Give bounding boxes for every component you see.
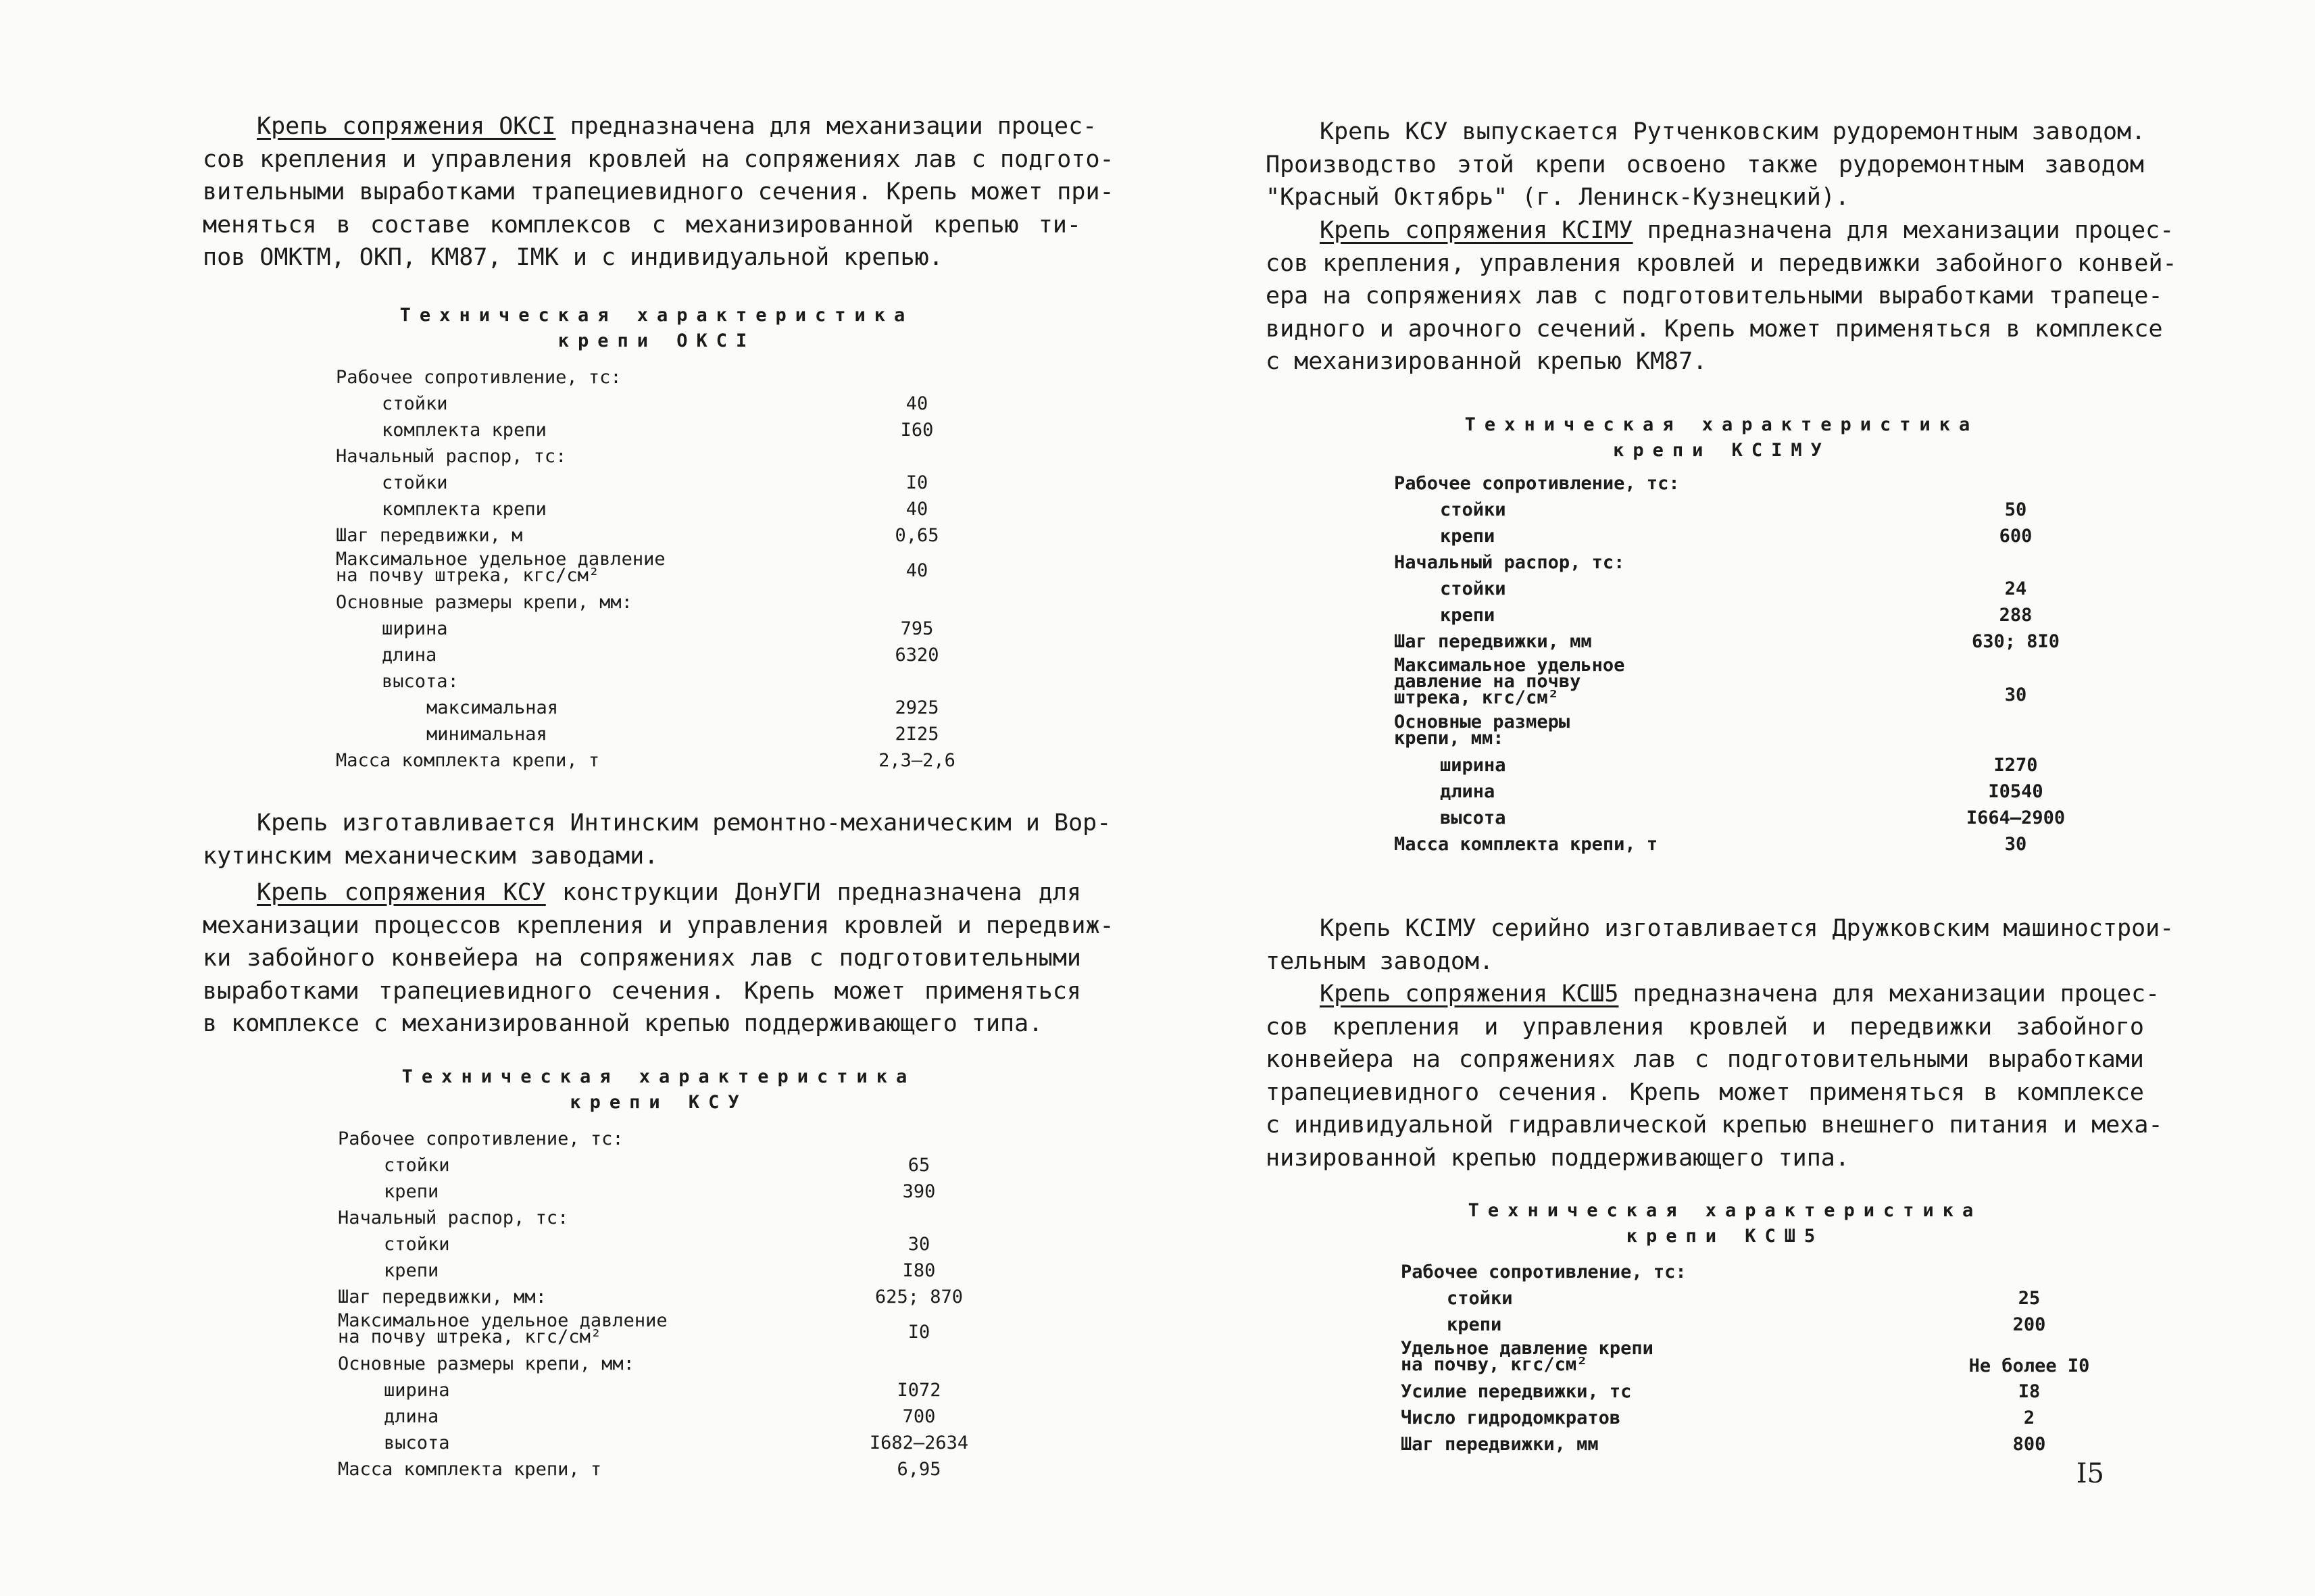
text-line: видного и арочного сечений. Крепь может применяться в комплексе bbox=[1266, 315, 2163, 343]
spec-row bbox=[1401, 1312, 2076, 1338]
spec-row bbox=[1394, 805, 2070, 831]
spec-row bbox=[1401, 1285, 2076, 1312]
spec-value: 50 bbox=[2004, 499, 2027, 520]
spec-value: I664–2900 bbox=[1966, 807, 2066, 828]
spec-label: Максимальное удельное давление на почву штрека, кгс/см² bbox=[336, 549, 666, 586]
paragraph-ks1mu-manufacturer bbox=[1266, 912, 2174, 978]
spec-row bbox=[1394, 831, 2070, 857]
spec-value: Не более I0 bbox=[1968, 1355, 2090, 1376]
text-line: с механизированной крепью КМ87. bbox=[1266, 348, 1708, 375]
spec-label: крепи bbox=[384, 1260, 439, 1281]
spec-label: высота: bbox=[382, 671, 459, 692]
spec-rows bbox=[1401, 1259, 2090, 1457]
text-line: сов крепления, управления кровлей и передвижки забойного конвей- bbox=[1266, 249, 2177, 277]
spec-row bbox=[336, 443, 1012, 470]
section-link-kssh5: Крепь сопряжения КСШ5 bbox=[1320, 980, 1619, 1007]
spec-label: стойки bbox=[382, 393, 448, 414]
paragraph-ks1mu-intro bbox=[1266, 214, 2177, 378]
spec-subtitle: крепи ОКСI bbox=[557, 330, 756, 351]
spec-row bbox=[336, 616, 1012, 642]
spec-label: длина bbox=[382, 645, 437, 666]
spec-subtitle: крепи КСШ5 bbox=[1626, 1226, 1824, 1247]
spec-subtitle: крепи КСIМУ bbox=[1613, 440, 1831, 461]
spec-row bbox=[338, 1430, 1014, 1456]
spec-row bbox=[338, 1257, 1014, 1284]
paragraph-ksu-manufacturer bbox=[1266, 116, 2144, 214]
spec-label: Основные размеры крепи, мм: bbox=[336, 592, 632, 613]
spec-label: Максимальное удельное давление на почву штрека, кгс/см² bbox=[338, 1310, 668, 1347]
spec-row bbox=[1394, 497, 2070, 523]
text-line: Крепь КСIМУ серийно изготавливается Дружковским машинострои- bbox=[1320, 915, 2174, 942]
spec-title: Техническая характеристика bbox=[399, 305, 914, 326]
spec-value: 40 bbox=[905, 560, 928, 581]
spec-row bbox=[336, 496, 1012, 522]
spec-subtitle: крепи КСУ bbox=[570, 1092, 748, 1113]
spec-row bbox=[1394, 778, 2070, 805]
spec-row bbox=[338, 1351, 1014, 1377]
spec-label: Удельное давление крепи на почву, кгс/см² bbox=[1401, 1338, 1653, 1375]
spec-row bbox=[338, 1403, 1014, 1430]
spec-value: 40 bbox=[905, 499, 928, 520]
spec-value: 600 bbox=[1999, 526, 2033, 547]
spec-value: I80 bbox=[902, 1260, 936, 1281]
spec-value: 795 bbox=[900, 618, 934, 639]
spec-label: Основные размеры крепи, мм: bbox=[1394, 712, 1570, 749]
spec-row bbox=[336, 549, 1012, 589]
spec-row bbox=[336, 417, 1012, 443]
text-line: вительными выработками трапециевидного сечения. Крепь может при- bbox=[203, 178, 1114, 205]
text-line: низированной крепью поддерживающего типа. bbox=[1266, 1144, 1849, 1172]
spec-label: ширина bbox=[1440, 755, 1506, 776]
spec-rows bbox=[336, 364, 1012, 774]
text-line: конвейера на сопряжениях лав с подготовительными выработками bbox=[1266, 1046, 2144, 1073]
spec-row bbox=[336, 747, 1012, 774]
spec-value: I8 bbox=[2018, 1381, 2041, 1402]
spec-value: 24 bbox=[2004, 578, 2027, 599]
spec-row bbox=[336, 522, 1012, 549]
spec-value: I60 bbox=[900, 420, 934, 441]
spec-value: I270 bbox=[1993, 755, 2038, 776]
spec-label: Рабочее сопротивление, тс: bbox=[338, 1128, 624, 1149]
spec-row bbox=[1401, 1405, 2076, 1431]
spec-value: 40 bbox=[905, 393, 928, 414]
spec-value: 630; 8I0 bbox=[1971, 631, 2060, 652]
spec-value: 288 bbox=[1999, 605, 2033, 626]
spec-label: высота bbox=[1440, 807, 1506, 828]
spec-table-okc1 bbox=[336, 303, 1012, 774]
text-line: Крепь КСУ выпускается Рутченковским рудоремонтным заводом. bbox=[1320, 118, 2146, 145]
spec-label: длина bbox=[1440, 781, 1495, 802]
spec-value: 0,65 bbox=[895, 525, 939, 546]
spec-row bbox=[336, 364, 1012, 391]
spec-label: стойки bbox=[384, 1234, 450, 1255]
spec-row bbox=[1394, 752, 2070, 778]
text-line: Крепь сопряжения ОКСI предназначена для механизации процес- bbox=[257, 113, 1097, 140]
spec-value: 6,95 bbox=[897, 1459, 941, 1480]
spec-label: Шаг передвижки, мм: bbox=[338, 1287, 547, 1307]
spec-label: Масса комплекта крепи, т bbox=[1394, 834, 1658, 855]
paragraph-okc1-intro bbox=[203, 110, 1114, 274]
paragraph-okc1-manufacturer bbox=[203, 807, 1112, 872]
spec-label: Масса комплекта крепи, т bbox=[338, 1459, 602, 1480]
text-line: Крепь сопряжения КСУ конструкции ДонУГИ предназначена для bbox=[257, 879, 1082, 906]
spec-label: крепи bbox=[1440, 526, 1495, 547]
spec-row bbox=[336, 695, 1012, 721]
spec-table-ksu bbox=[338, 1064, 1014, 1482]
spec-row bbox=[1394, 712, 2070, 752]
text-line: Производство этой крепи освоено также рудоремонтным заводом bbox=[1266, 151, 2144, 178]
section-link-ksu: Крепь сопряжения КСУ bbox=[257, 879, 546, 906]
text-line: кутинским механическим заводами. bbox=[203, 842, 659, 870]
spec-row bbox=[338, 1377, 1014, 1403]
spec-value: 2925 bbox=[895, 697, 939, 718]
spec-label: Усилие передвижки, тс bbox=[1401, 1381, 1632, 1402]
spec-label: Начальный распор, тс: bbox=[338, 1207, 569, 1228]
spec-row bbox=[338, 1231, 1014, 1257]
section-link-ks1mu: Крепь сопряжения КСIМУ bbox=[1320, 217, 1633, 244]
spec-row bbox=[338, 1205, 1014, 1231]
spec-value: 200 bbox=[2012, 1314, 2046, 1335]
spec-title: Техническая характеристика bbox=[1468, 1200, 1983, 1221]
text-line: пов ОМКТМ, ОКП, КМ87, IМК и с индивидуальной крепью. bbox=[203, 244, 943, 271]
spec-label: Масса комплекта крепи, т bbox=[336, 750, 600, 771]
paragraph-kssh5-intro bbox=[1266, 978, 2163, 1174]
spec-value: 30 bbox=[2004, 684, 2027, 705]
spec-value: I0 bbox=[907, 1322, 930, 1343]
spec-row bbox=[1394, 523, 2070, 549]
spec-label: высота bbox=[384, 1432, 450, 1453]
spec-label: Начальный распор, тс: bbox=[336, 446, 567, 467]
spec-row bbox=[338, 1126, 1014, 1152]
spec-label: ширина bbox=[384, 1380, 450, 1401]
spec-value: I072 bbox=[897, 1380, 941, 1401]
spec-label: длина bbox=[384, 1406, 439, 1427]
spec-rows bbox=[1394, 470, 2070, 857]
spec-row bbox=[338, 1178, 1014, 1205]
spec-label: Шаг передвижки, мм bbox=[1394, 631, 1592, 652]
spec-label: Начальный распор, тс: bbox=[1394, 552, 1625, 573]
spec-label: комплекта крепи bbox=[382, 499, 547, 520]
spec-value: 700 bbox=[902, 1406, 936, 1427]
text-line: тельным заводом. bbox=[1266, 947, 1494, 975]
text-line: Крепь изготавливается Интинским ремонтно-механическим и Вор- bbox=[257, 809, 1112, 837]
spec-row bbox=[1394, 602, 2070, 628]
spec-row bbox=[1394, 628, 2070, 655]
spec-label: Число гидродомкратов bbox=[1401, 1407, 1621, 1428]
spec-row bbox=[1401, 1378, 2076, 1405]
text-line: Крепь сопряжения КСШ5 предназначена для механизации процес- bbox=[1320, 980, 2160, 1007]
text-line: Крепь сопряжения КСIМУ предназначена для механизации процес- bbox=[1320, 217, 2174, 244]
spec-value: 2I25 bbox=[895, 724, 939, 745]
spec-value: 30 bbox=[2004, 834, 2027, 855]
spec-label: Рабочее сопротивление, тс: bbox=[1394, 473, 1680, 494]
spec-row bbox=[336, 391, 1012, 417]
text-line: сов крепления и управления кровлей на сопряжениях лав с подгото- bbox=[203, 145, 1114, 173]
spec-row bbox=[336, 470, 1012, 496]
spec-row bbox=[336, 721, 1012, 747]
spec-value: 800 bbox=[2012, 1434, 2046, 1455]
text-line: в комплексе с механизированной крепью поддерживающего типа. bbox=[203, 1010, 1043, 1037]
spec-value: I682–2634 bbox=[869, 1432, 969, 1453]
spec-value: 2,3–2,6 bbox=[878, 750, 955, 771]
text-line: ки забойного конвейера на сопряжениях лав с подготовительными bbox=[203, 945, 1081, 972]
text-line: ера на сопряжениях лав с подготовительными выработками трапеце- bbox=[1266, 282, 2163, 309]
spec-label: минимальная bbox=[426, 724, 547, 745]
spec-label: стойки bbox=[382, 472, 448, 493]
spec-value: 625; 870 bbox=[874, 1287, 964, 1307]
spec-value: I0 bbox=[905, 472, 928, 493]
spec-row bbox=[338, 1310, 1014, 1351]
spec-row bbox=[336, 668, 1012, 695]
spec-label: Шаг передвижки, м bbox=[336, 525, 523, 546]
spec-label: ширина bbox=[382, 618, 448, 639]
text-line: сов крепления и управления кровлей и передвижки забойного bbox=[1266, 1013, 2144, 1041]
spec-value: 65 bbox=[907, 1155, 930, 1176]
spec-rows bbox=[338, 1126, 1014, 1482]
spec-label: стойки bbox=[1440, 578, 1506, 599]
spec-row bbox=[338, 1152, 1014, 1178]
spec-table-ks1mu bbox=[1394, 412, 2070, 857]
spec-value: 25 bbox=[2018, 1288, 2041, 1309]
text-line: с индивидуальной гидравлической крепью внешнего питания и меха- bbox=[1266, 1112, 2163, 1139]
text-line: выработками трапециевидного сечения. Крепь может применяться bbox=[203, 977, 1081, 1005]
spec-label: стойки bbox=[384, 1155, 450, 1176]
spec-row bbox=[1394, 576, 2070, 602]
spec-label: Рабочее сопротивление, тс: bbox=[336, 367, 622, 388]
spec-label: крепи bbox=[384, 1181, 439, 1202]
spec-label: комплекта крепи bbox=[382, 420, 547, 441]
spec-row bbox=[336, 589, 1012, 616]
page-number: I5 bbox=[2076, 1458, 2104, 1489]
spec-table-kssh5 bbox=[1401, 1198, 2090, 1457]
spec-value: I0540 bbox=[1988, 781, 2043, 802]
spec-title: Техническая характеристика bbox=[401, 1066, 916, 1087]
spec-row bbox=[1401, 1338, 2090, 1378]
paragraph-ksu-intro bbox=[203, 876, 1114, 1041]
text-line: механизации процессов крепления и управления кровлей и передвиж- bbox=[203, 912, 1114, 939]
text-line: трапециевидного сечения. Крепь может применяться в комплексе bbox=[1266, 1078, 2144, 1106]
spec-row bbox=[338, 1456, 1014, 1482]
spec-row bbox=[336, 642, 1012, 668]
section-link-okc1: Крепь сопряжения ОКСI bbox=[257, 113, 556, 140]
spec-label: стойки bbox=[1447, 1288, 1513, 1309]
spec-row bbox=[1394, 470, 2070, 497]
spec-value: 6320 bbox=[895, 645, 939, 666]
spec-value: 390 bbox=[902, 1181, 936, 1202]
spec-value: 30 bbox=[907, 1234, 930, 1255]
spec-label: стойки bbox=[1440, 499, 1506, 520]
spec-label: Максимальное удельное давление на почву штрека, кгс/см² bbox=[1394, 655, 1625, 708]
spec-row bbox=[1401, 1259, 2076, 1285]
spec-label: крепи bbox=[1447, 1314, 1502, 1335]
text-line: "Красный Октябрь" (г. Ленинск-Кузнецкий). bbox=[1266, 184, 1849, 211]
spec-title: Техническая характеристика bbox=[1464, 414, 1979, 435]
spec-row bbox=[338, 1284, 1014, 1310]
spec-row bbox=[1394, 655, 2070, 712]
text-line: меняться в составе комплексов с механизированной крепью ти- bbox=[203, 211, 1081, 239]
spec-label: крепи bbox=[1440, 605, 1495, 626]
spec-row bbox=[1401, 1431, 2076, 1457]
spec-label: Основные размеры крепи, мм: bbox=[338, 1353, 634, 1374]
spec-label: максимальная bbox=[426, 697, 559, 718]
spec-label: Рабочее сопротивление, тс: bbox=[1401, 1262, 1687, 1282]
spec-row bbox=[1394, 549, 2070, 576]
spec-value: 2 bbox=[2023, 1407, 2035, 1428]
spec-label: Шаг передвижки, мм bbox=[1401, 1434, 1599, 1455]
